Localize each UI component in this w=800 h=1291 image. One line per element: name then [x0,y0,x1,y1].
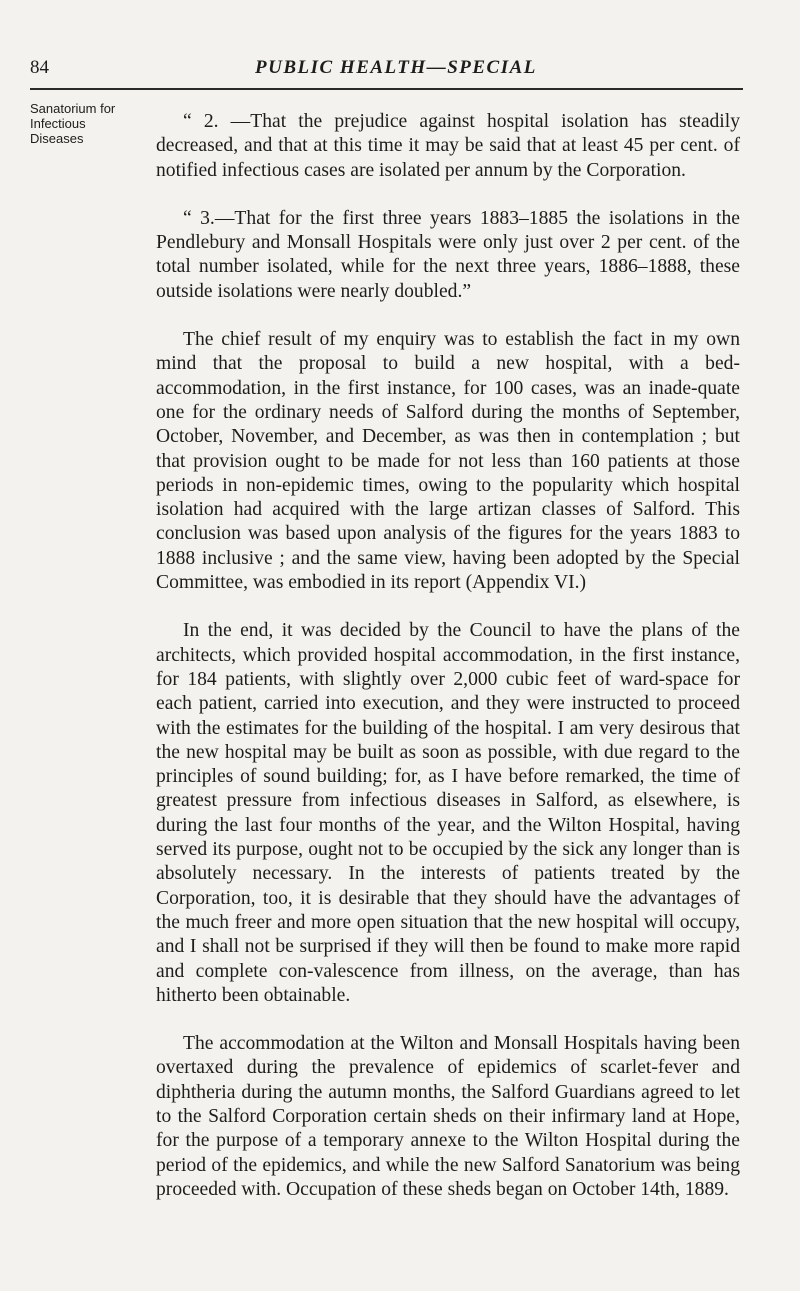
side-note [30,101,126,146]
paragraph-enquiry-result: The chief result of my enquiry was to establish the fact in my own mind that the proposal to build a new hospital, with a bed-accommodation, in the first instance, for 100 cases, was an inade-quate one for the ordinary needs of Salford during the months of September, October, November, and December, as was then in contemplation ; but that provision ought to be made for not less than 160 patients at those periods in non-epidemic times, owing to the popularity which hospital isolation had acquired with the large artizan classes of Salford. This conclusion was based upon analysis of the figures for the years 1883 to 1888 inclusive ; and the same view, having been adopted by the Special Committee, was embodied in its report (Appendix VI.) [156,329,740,594]
side-note-line: Sanatorium for [30,101,116,116]
body-text [156,110,740,1226]
side-note-line: Diseases [30,131,84,146]
paragraph-hope-sheds: The accommodation at the Wilton and Monsall Hospitals having been overtaxed during the prevalence of epidemics of scarlet-fever and diphtheria during the autumn months, the Salford Guardians agreed to let to the Salford Corporation certain sheds on their infirmary land at Hope, for the purpose of a temporary annexe to the Wilton Hospital during the period of the epidemics, and while the new Salford Sanatorium was being proceeded with. Occupation of these sheds began on October 14th, 1889. [156,1033,740,1200]
page-number: 84 [30,57,49,78]
paragraph-point-3: “ 3.—That for the first three years 1883–1885 the isolations in the Pendlebury and Monsall Hospitals were only just over 2 per cent. of the total number isolated, while for the next three years, 1886–1888, these outside isolations were nearly doubled.” [156,207,740,302]
running-title: PUBLIC HEALTH—SPECIAL [255,57,537,78]
paragraph-council-decision: In the end, it was decided by the Council to have the plans of the architects, which provided hospital accommodation, in the first instance, for 184 patients, with slightly over 2,000 cubic feet of ward-space for each patient, carried into execution, and they were instructed to proceed with the estimates for the building of the hospital. I am very desirous that the new hospital may be built as soon as possible, with due regard to the principles of sound building; for, as I have before remarked, the time of greatest pressure from infectious diseases in Salford, as elsewhere, is during the last four months of the year, and the Wilton Hospital, having served its purpose, ought not to be occupied by the sick any longer than is absolutely necessary. In the interests of patients treated by the Corporation, too, it is desirable that they should have the advantages of the much freer and more open situation that the new hospital will occupy, and I shall not be surprised if they will then be found to make more rapid and complete con-valescence from illness, on the average, than has hitherto been obtainable. [156,620,740,1006]
paragraph-point-2: “ 2. —That the prejudice against hospital isolation has steadily decreased, and that at this time it may be said that at least 45 per cent. of notified infectious cases are isolated per annum by the Corporation. [156,111,740,181]
side-note-line: Infectious [30,116,86,131]
header-rule [30,88,743,90]
